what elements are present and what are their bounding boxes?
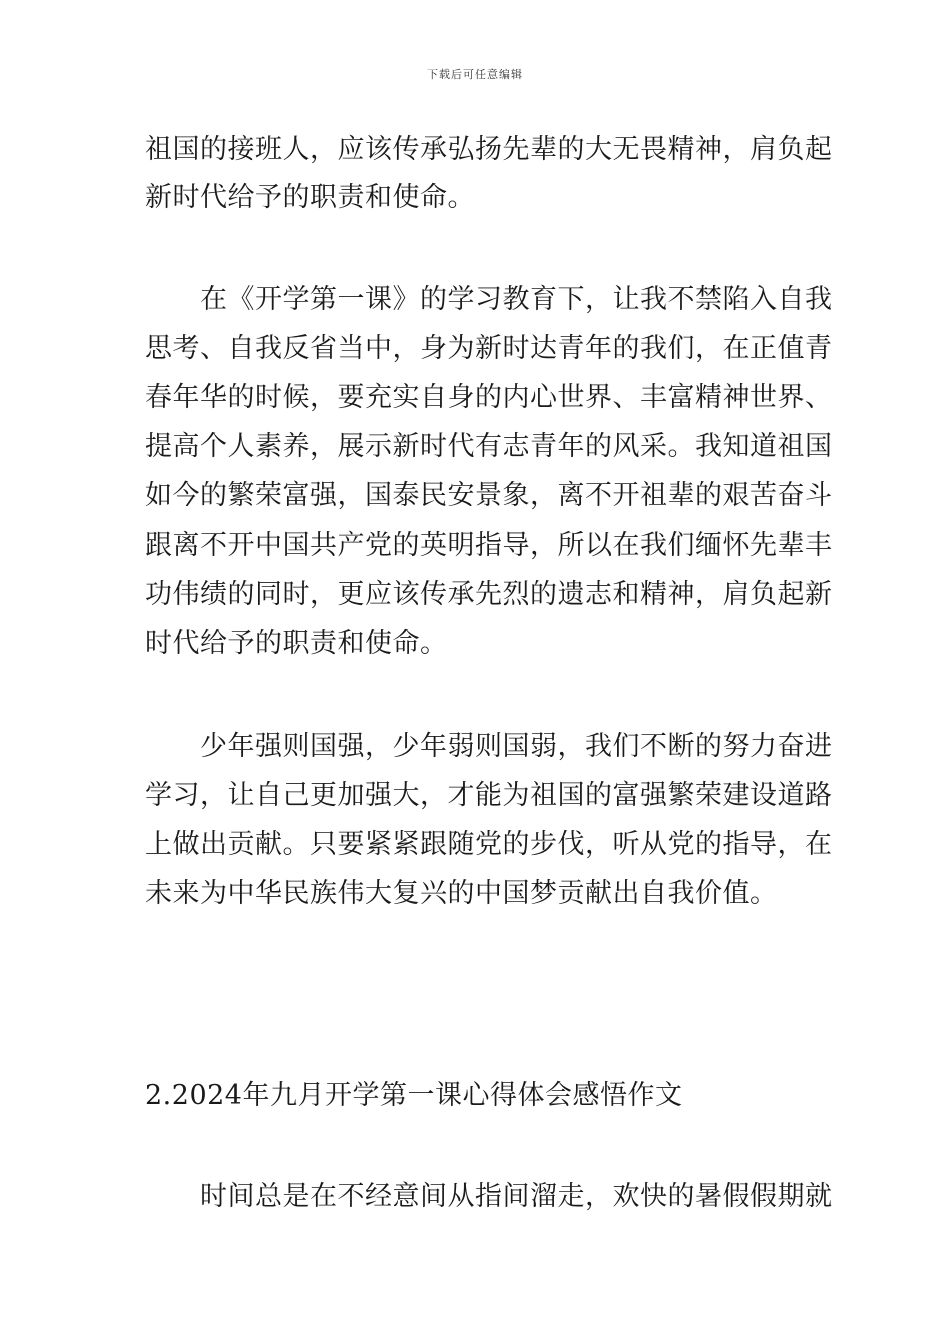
paragraph-line: 时代给予的职责和使命。 — [145, 628, 448, 659]
paragraph-line: 学习，让自己更加强大，才能为祖国的富强繁荣建设道路 — [145, 780, 833, 811]
paragraph-line: 思考、自我反省当中，身为新时达青年的我们，在正值青 — [145, 333, 833, 364]
paragraph-line: 时间总是在不经意间从指间溜走，欢快的暑假假期就 — [145, 1181, 833, 1212]
paragraph-line: 新时代给予的职责和使命。 — [145, 182, 475, 213]
paragraph-line: 如今的繁荣富强，国泰民安景象，离不开祖辈的艰苦奋斗 — [145, 480, 833, 511]
paragraph-line: 在《开学第一课》的学习教育下，让我不禁陷入自我 — [145, 284, 833, 315]
paragraph-line: 上做出贡献。只要紧紧跟随党的步伐，听从党的指导，在 — [145, 829, 833, 860]
section-heading: 2.2024年九月开学第一课心得体会感悟作文 — [145, 1080, 683, 1111]
paragraph-line: 跟离不开中国共产党的英明指导，所以在我们缅怀先辈丰 — [145, 530, 833, 561]
paragraph-line: 祖国的接班人，应该传承弘扬先辈的大无畏精神，肩负起 — [145, 134, 833, 165]
paragraph-line: 提高个人素养，展示新时代有志青年的风采。我知道祖国 — [145, 431, 833, 462]
paragraph-line: 少年强则国强，少年弱则国弱，我们不断的努力奋进 — [145, 731, 833, 762]
paragraph-line: 未来为中华民族伟大复兴的中国梦贡献出自我价值。 — [145, 878, 778, 909]
paragraph-line: 春年华的时候，要充实自身的内心世界、丰富精神世界、 — [145, 382, 833, 413]
header-note: 下载后可任意编辑 — [427, 68, 523, 81]
paragraph-line: 功伟绩的同时，更应该传承先烈的遗志和精神，肩负起新 — [145, 579, 833, 610]
